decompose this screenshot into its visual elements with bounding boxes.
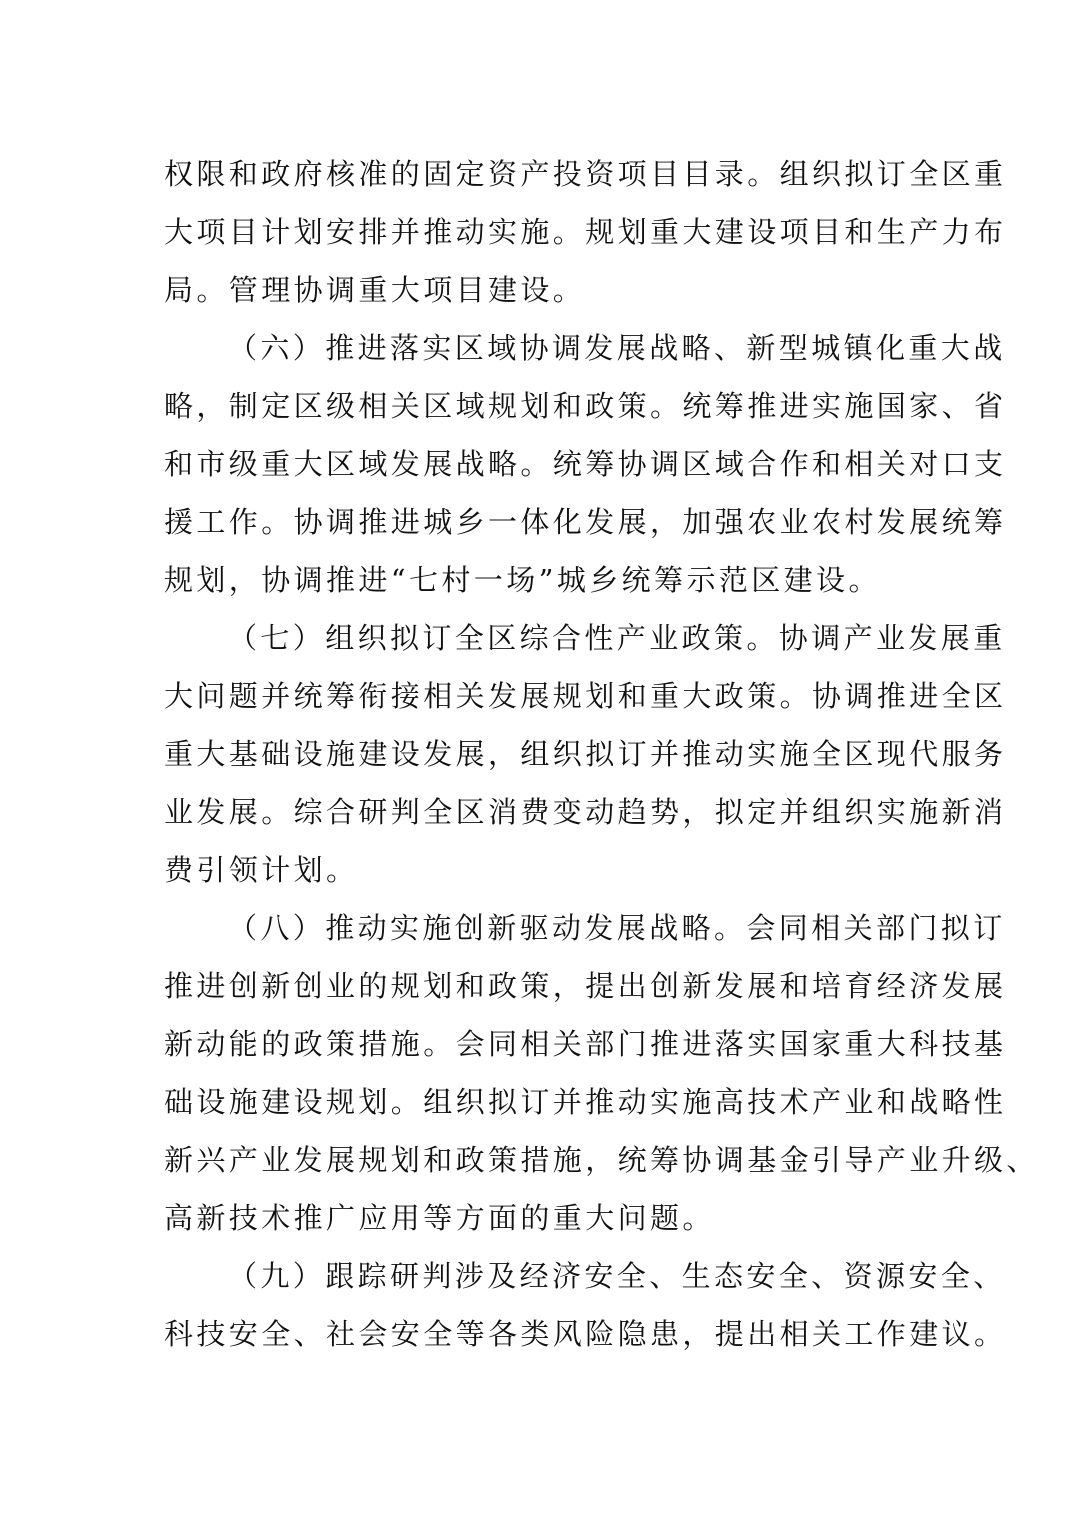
text-line: （八）推动实施创新驱动发展战略。会同相关部门拟订 xyxy=(228,911,1006,945)
paragraph-item-6 xyxy=(164,319,1007,609)
text-line: 略，制定区级相关区域规划和政策。统筹推进实施国家、省 xyxy=(164,389,1007,423)
text-line: 权限和政府核准的固定资产投资项目目录。组织拟订全区重 xyxy=(164,157,1007,191)
text-line: 高新技术推广应用等方面的重大问题。 xyxy=(164,1201,715,1235)
text-line: 援工作。协调推进城乡一体化发展，加强农业农村发展统筹 xyxy=(164,505,1007,539)
text-line: 新动能的政策措施。会同相关部门推进落实国家重大科技基 xyxy=(164,1027,1007,1061)
text-line: 础设施建设规划。组织拟订并推动实施高技术产业和战略性 xyxy=(164,1085,1007,1119)
text-line: 大问题并统筹衔接相关发展规划和重大政策。协调推进全区 xyxy=(164,679,1007,713)
text-line: （九）跟踪研判涉及经济安全、生态安全、资源安全、 xyxy=(228,1259,1006,1293)
document-body xyxy=(164,145,1039,1363)
paragraph-item-9 xyxy=(164,1247,1007,1363)
text-line: 科技安全、社会安全等各类风险隐患，提出相关工作建议。 xyxy=(164,1317,1007,1351)
paragraph-item-8 xyxy=(164,899,1039,1247)
text-line: （七）组织拟订全区综合性产业政策。协调产业发展重 xyxy=(228,621,1006,655)
text-line: 业发展。综合研判全区消费变动趋势，拟定并组织实施新消 xyxy=(164,795,1007,829)
text-line: 大项目计划安排并推动实施。规划重大建设项目和生产力布 xyxy=(164,215,1007,249)
text-line: 费引领计划。 xyxy=(164,853,359,887)
text-line: 规划，协调推进“七村一场”城乡统筹示范区建设。 xyxy=(164,563,881,597)
text-line: （六）推进落实区域协调发展战略、新型城镇化重大战 xyxy=(228,331,1006,365)
text-line: 局。管理协调重大项目建设。 xyxy=(164,273,586,307)
paragraph-item-7 xyxy=(164,609,1007,899)
text-line: 重大基础设施建设发展，组织拟订并推动实施全区现代服务 xyxy=(164,737,1007,771)
text-line: 推进创新创业的规划和政策，提出创新发展和培育经济发展 xyxy=(164,969,1007,1003)
paragraph-continuation xyxy=(164,145,1007,319)
text-line: 新兴产业发展规划和政策措施，统筹协调基金引导产业升级、 xyxy=(164,1143,1039,1177)
text-line: 和市级重大区域发展战略。统筹协调区域合作和相关对口支 xyxy=(164,447,1007,481)
